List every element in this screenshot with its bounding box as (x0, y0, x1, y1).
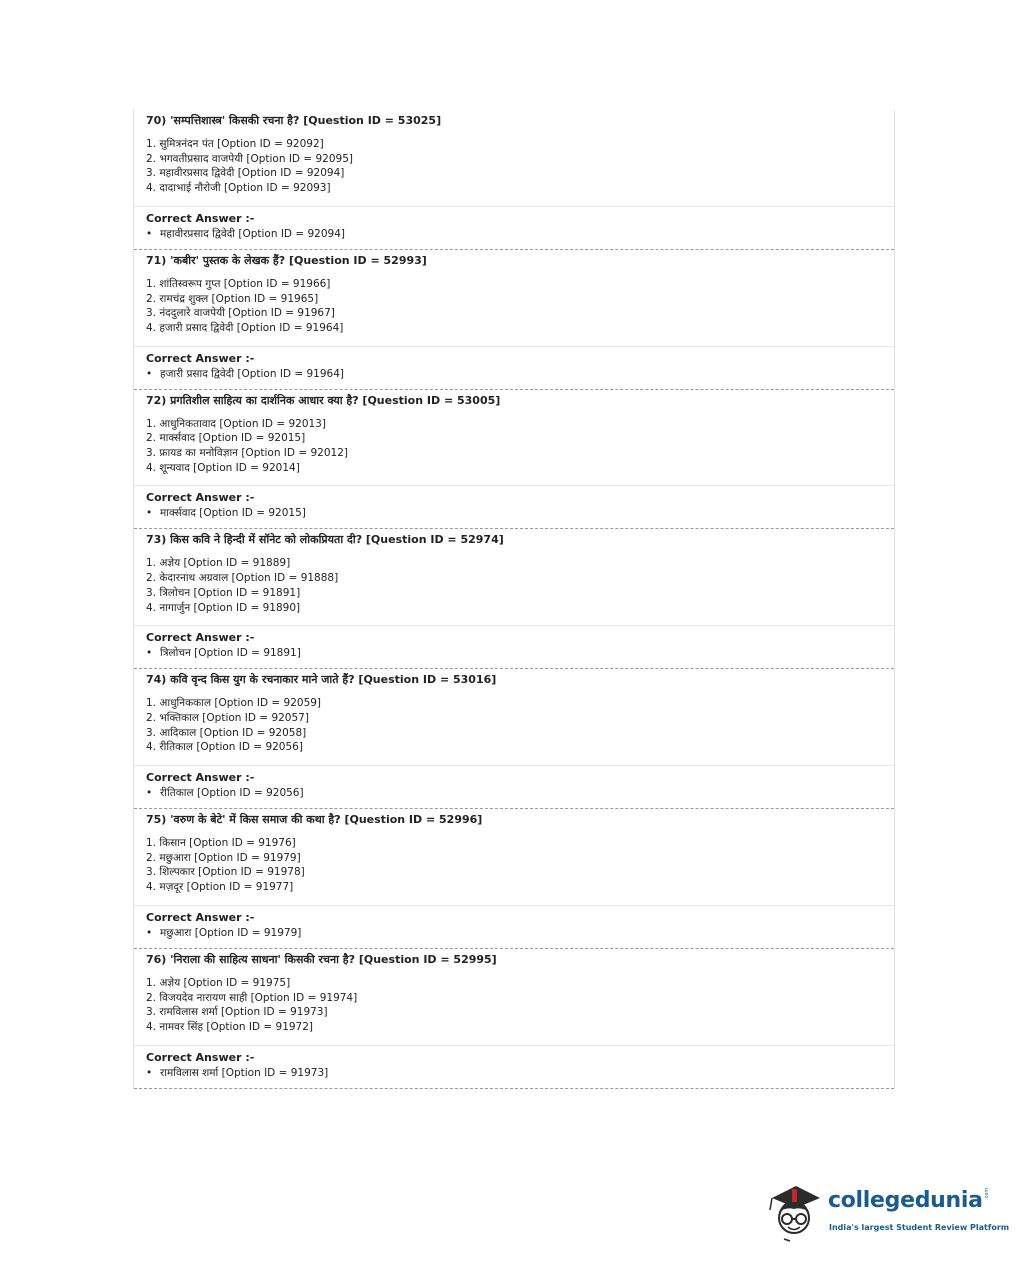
option-item: 1. अज्ञेय [Option ID = 91889] (146, 557, 291, 570)
option-item: 3. फ्रायड का मनोविज्ञान [Option ID = 92012] (146, 447, 348, 460)
question-title: 76) 'निराला की साहित्य साधना' किसकी रचना है? [Question ID = 52995] (146, 952, 497, 966)
question-block (134, 529, 894, 669)
option-item: 2. रामचंद्र शुक्ल [Option ID = 91965] (146, 292, 319, 305)
correct-answer: त्रिलोचन [Option ID = 91891] (160, 647, 301, 660)
bullet-icon: • (146, 787, 153, 800)
answer-label: Correct Answer :- (146, 211, 255, 225)
question-title: 75) 'वरुण के बेटे' में किस समाज की कथा है? [Question ID = 52996] (146, 813, 483, 827)
answer-section (134, 485, 894, 525)
question-title: 73) किस कवि ने हिन्दी में सॉनेट को लोकप्रियता दी? [Question ID = 52974] (146, 533, 504, 547)
option-item: 3. शिल्पकार [Option ID = 91978] (146, 866, 305, 879)
correct-answer: मार्क्सवाद [Option ID = 92015] (160, 507, 306, 520)
correct-answer: मछुआरा [Option ID = 91979] (160, 926, 302, 939)
question-block (134, 110, 894, 250)
option-list (146, 137, 882, 196)
answer-section (134, 765, 894, 805)
option-list (146, 836, 882, 895)
option-item: 1. आधुनिकतावाद [Option ID = 92013] (146, 417, 326, 430)
answer-label: Correct Answer :- (146, 351, 255, 365)
option-item: 2. केदारनाथ अग्रवाल [Option ID = 91888] (146, 572, 339, 585)
correct-answer: हजारी प्रसाद द्विवेदी [Option ID = 91964] (160, 367, 345, 380)
answer-label: Correct Answer :- (146, 771, 255, 785)
dashed-separator (134, 1088, 894, 1089)
question-title: 74) कवि वृन्द किस युग के रचनाकार माने जाते हैं? [Question ID = 53016] (146, 673, 497, 687)
question-title: 70) 'सम्पत्तिशास्त्र' किसकी रचना है? [Question ID = 53025] (146, 114, 442, 127)
option-list (146, 976, 882, 1035)
question-block (134, 390, 894, 530)
option-item: 3. आदिकाल [Option ID = 92058] (146, 726, 307, 739)
bullet-icon: • (146, 1066, 153, 1079)
bullet-icon: • (146, 227, 153, 240)
question-block (134, 250, 894, 390)
option-list (146, 277, 882, 336)
question-block (134, 669, 894, 809)
option-list (146, 417, 882, 476)
option-item: 3. नंददुलारे वाजपेयी [Option ID = 91967] (146, 307, 335, 320)
correct-answer: रीतिकाल [Option ID = 92056] (160, 787, 304, 800)
brand-tagline: India's largest Student Review Platform (829, 1223, 1010, 1232)
question-title: 71) 'कबीर' पुस्तक के लेखक हैं? [Question ID = 52993] (146, 253, 427, 267)
option-item: 3. रामविलास शर्मा [Option ID = 91973] (146, 1006, 328, 1019)
answer-section (134, 206, 894, 246)
bullet-icon: • (146, 507, 153, 520)
option-item: 1. आधुनिककाल [Option ID = 92059] (146, 697, 322, 710)
option-item: 1. अज्ञेय [Option ID = 91975] (146, 976, 291, 989)
answer-label: Correct Answer :- (146, 1050, 255, 1064)
option-item: 4. हजारी प्रसाद द्विवेदी [Option ID = 91964] (146, 321, 344, 334)
answer-section (134, 1045, 894, 1085)
bullet-icon: • (146, 367, 153, 380)
bullet-icon: • (146, 926, 153, 939)
option-list (146, 696, 882, 755)
option-item: 1. सुमित्रनंदन पंत [Option ID = 92092] (146, 138, 324, 150)
correct-answer: महावीरप्रसाद द्विवेदी [Option ID = 92094] (160, 227, 345, 240)
answer-label: Correct Answer :- (146, 910, 255, 924)
option-item: 2. भगवतीप्रसाद वाजपेयी [Option ID = 92095] (146, 152, 353, 165)
brand-name: collegedunia (828, 1188, 983, 1213)
answer-label: Correct Answer :- (146, 491, 255, 505)
answer-label: Correct Answer :- (146, 631, 255, 645)
option-item: 3. महावीरप्रसाद द्विवेदी [Option ID = 92094] (146, 167, 345, 180)
option-item: 2. मार्क्सवाद [Option ID = 92015] (146, 432, 306, 445)
option-item: 3. त्रिलोचन [Option ID = 91891] (146, 586, 301, 599)
collegedunia-logo[interactable] (766, 1180, 1010, 1246)
option-item: 4. दादाभाई नौरोजी [Option ID = 92093] (146, 182, 331, 195)
correct-answer: रामविलास शर्मा [Option ID = 91973] (160, 1066, 329, 1079)
option-item: 4. मज़दूर [Option ID = 91977] (146, 881, 294, 894)
option-item: 2. भक्तिकाल [Option ID = 92057] (146, 711, 309, 724)
option-item: 2. विजयदेव नारायण साही [Option ID = 91974] (146, 991, 358, 1004)
bullet-icon: • (146, 647, 153, 660)
option-item: 4. नामवर सिंह [Option ID = 91972] (146, 1020, 314, 1033)
answer-section (134, 905, 894, 945)
option-list (146, 556, 882, 615)
question-title: 72) प्रगतिशील साहित्य का दार्शनिक आधार क्या है? [Question ID = 53005] (146, 393, 501, 407)
option-item: 4. रीतिकाल [Option ID = 92056] (146, 741, 303, 754)
option-item: 4. नागार्जुन [Option ID = 91890] (146, 601, 301, 614)
brand-domain-suffix: .com (984, 1187, 990, 1200)
question-block (134, 809, 894, 949)
option-item: 4. शून्यवाद [Option ID = 92014] (146, 461, 300, 474)
question-block (134, 949, 894, 1089)
option-item: 1. किसान [Option ID = 91976] (146, 837, 296, 850)
question-sheet (133, 110, 895, 1089)
student-mascot-icon (766, 1180, 824, 1244)
option-item: 2. मछुआरा [Option ID = 91979] (146, 851, 301, 864)
answer-section (134, 625, 894, 665)
answer-section (134, 346, 894, 386)
option-item: 1. शांतिस्वरूप गुप्त [Option ID = 91966] (146, 277, 331, 290)
